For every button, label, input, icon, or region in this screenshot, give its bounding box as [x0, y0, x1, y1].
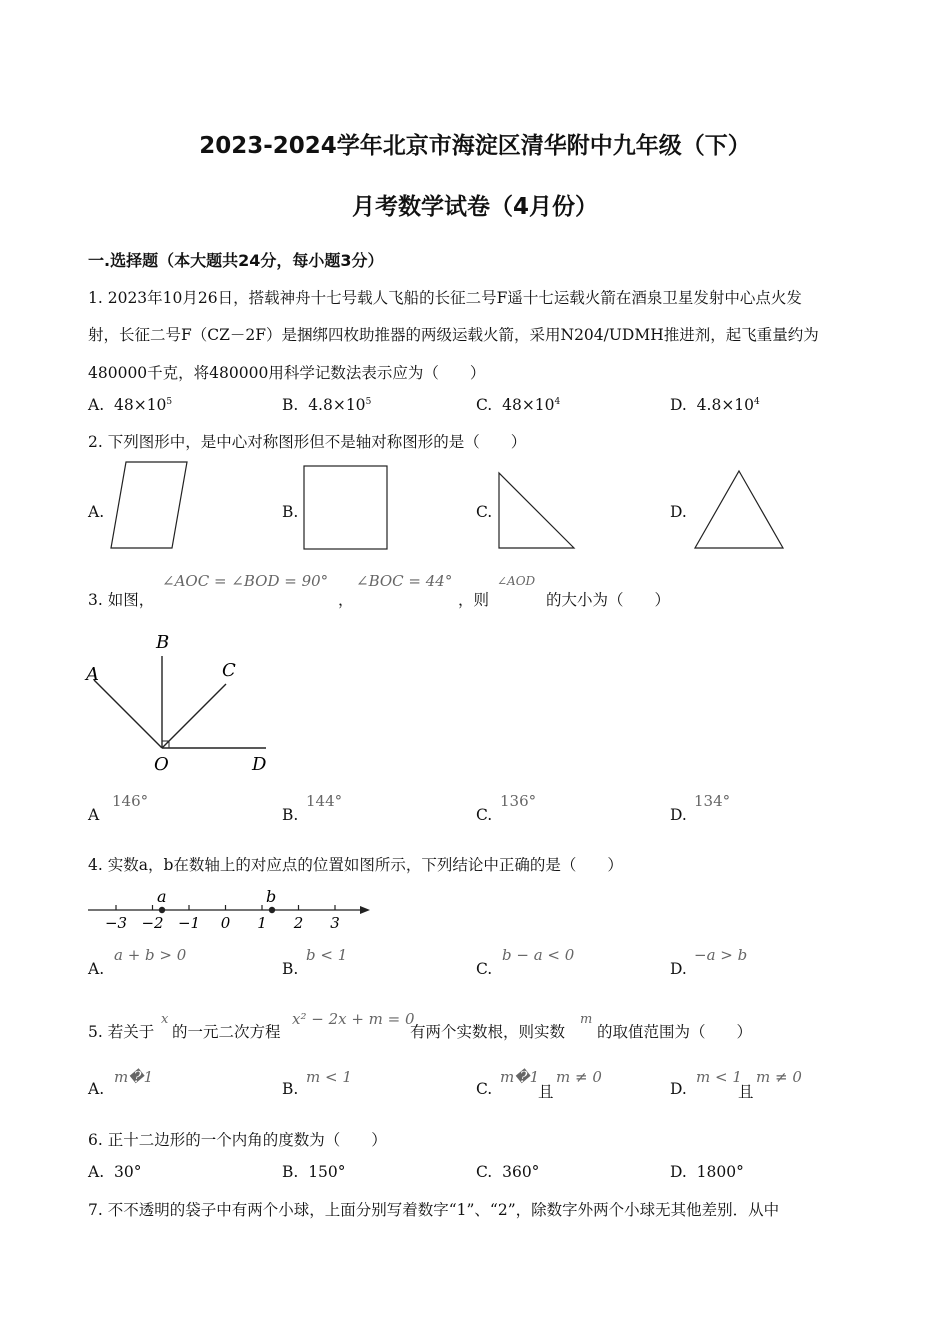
- q3-condition-2: ∠BOC = 44°: [356, 572, 453, 590]
- label-a: a: [157, 887, 167, 906]
- label-b: b: [266, 887, 277, 906]
- q5-option-a-label[interactable]: A.: [88, 1080, 105, 1098]
- q6-option-a[interactable]: A. 30°: [88, 1163, 142, 1181]
- point-b: [269, 907, 275, 913]
- q3-stem-suffix: 的大小为（ ）: [546, 591, 671, 609]
- q3-option-b-label[interactable]: B.: [282, 806, 299, 824]
- q5-option-d-label[interactable]: D.: [670, 1080, 687, 1098]
- q2-option-a[interactable]: A.: [88, 503, 105, 521]
- q3-condition-1: ∠AOC = ∠BOD = 90°: [162, 572, 329, 590]
- axis-tick-label: 0: [220, 914, 231, 932]
- q3-option-d-label[interactable]: D.: [670, 806, 687, 824]
- q5-var-x: x: [161, 1012, 169, 1027]
- axis-tick-label: 2: [293, 914, 304, 932]
- q4-option-c-value: b − a < 0: [502, 946, 575, 964]
- q5-option-c-label[interactable]: C.: [476, 1080, 493, 1098]
- q5-option-c-and: 且: [538, 1083, 554, 1101]
- axis-tick-label: −2: [141, 914, 164, 932]
- exam-title-line1: 2023-2024学年北京市海淀区清华附中九年级（下）: [199, 133, 751, 159]
- q5-option-d-and: 且: [738, 1083, 754, 1101]
- label-c: C: [222, 660, 236, 681]
- q4-option-b-label[interactable]: B.: [282, 960, 299, 978]
- q4-option-b-value: b < 1: [306, 946, 348, 964]
- q4-option-a-value: a + b > 0: [114, 946, 187, 964]
- q5-option-d-value: m < 1: [696, 1068, 742, 1086]
- q7-stem-line1: 7. 不不透明的袋子中有两个小球，上面分别写着数字“1”、“2”，除数字外两个小球无其他差别．从中: [88, 1201, 780, 1219]
- q5-stem-prefix: 5. 若关于: [88, 1023, 155, 1041]
- axis-tick-label: −3: [104, 914, 128, 932]
- q5-stem-mid2: 有两个实数根，则实数: [410, 1023, 566, 1041]
- q5-option-b-label[interactable]: B.: [282, 1080, 299, 1098]
- q6-stem: 6. 正十二边形的一个内角的度数为（ ）: [88, 1131, 387, 1149]
- q6-option-c[interactable]: C. 360°: [476, 1163, 540, 1181]
- q4-option-d-value: −a > b: [694, 946, 748, 964]
- q1-stem-line1: 1. 2023年10月26日，搭载神舟十七号载人飞船的长征二号F遥十七运载火箭在酒泉卫星发射中心点火发: [88, 289, 802, 307]
- q5-stem-suffix: 的取值范围为（ ）: [597, 1023, 753, 1041]
- q5-option-a-value: m�1: [114, 1068, 154, 1086]
- q5-option-c-value: m�1: [500, 1068, 540, 1086]
- section-heading: 一.选择题（本大题共24分，每小题3分）: [88, 251, 384, 270]
- q3-option-a-value: 146°: [112, 792, 149, 810]
- parallelogram-figure: [108, 460, 190, 552]
- q1-stem-line2: 射，长征二号F（CZ－2F）是捆绑四枚助推器的两级运载火箭，采用N204/UDMH推进剂，起飞重量约为: [88, 326, 819, 344]
- q5-equation: x² − 2x + m = 0: [292, 1010, 415, 1028]
- exam-title-line2: 月考数学试卷（4月份）: [351, 194, 598, 220]
- q2-option-c[interactable]: C.: [476, 503, 493, 521]
- q3-stem-prefix: 3. 如图，: [88, 591, 155, 609]
- q1-option-a[interactable]: A. $48\times 10^5$: [88, 396, 173, 414]
- axis-tick-label: −1: [177, 914, 201, 932]
- q1-option-c[interactable]: C. $48\times 10^4$: [476, 396, 561, 414]
- axis-tick-label: 3: [330, 914, 340, 932]
- q3-condition-3: ∠AOD: [497, 574, 536, 588]
- q2-stem: 2. 下列图形中，是中心对称图形但不是轴对称图形的是（ ）: [88, 433, 527, 451]
- right-triangle-figure: [496, 470, 578, 552]
- q6-option-d[interactable]: D. 1800°: [670, 1163, 744, 1181]
- q2-option-d[interactable]: D.: [670, 503, 687, 521]
- label-d: D: [252, 754, 267, 775]
- q5-option-d-extra: m ≠ 0: [756, 1068, 802, 1086]
- label-o: O: [154, 754, 169, 775]
- q5-var-m: m: [580, 1012, 593, 1027]
- q3-option-a-label[interactable]: A: [88, 806, 100, 824]
- point-a: [159, 907, 165, 913]
- axis-tick-label: 1: [257, 914, 267, 932]
- equilateral-triangle-figure: [692, 468, 786, 552]
- q5-option-b-value: m < 1: [306, 1068, 352, 1086]
- q4-option-d-label[interactable]: D.: [670, 960, 687, 978]
- q1-stem-line3: 480000千克，将480000用科学记数法表示应为（ ）: [88, 364, 486, 382]
- q3-comma-then: ，则: [458, 591, 490, 609]
- q1-option-b[interactable]: B. $4.8\times 10^5$: [282, 396, 372, 414]
- q3-option-b-value: 144°: [306, 792, 343, 810]
- q3-option-c-label[interactable]: C.: [476, 806, 493, 824]
- q3-comma-1: ，: [338, 591, 354, 609]
- q2-option-b[interactable]: B.: [282, 503, 299, 521]
- q3-option-d-value: 134°: [694, 792, 731, 810]
- q3-option-c-value: 136°: [500, 792, 537, 810]
- square-figure: [302, 464, 390, 552]
- q4-stem: 4. 实数a，b在数轴上的对应点的位置如图所示，下列结论中正确的是（ ）: [88, 856, 623, 874]
- label-b: B: [156, 632, 170, 653]
- number-line-figure: [84, 884, 384, 936]
- q1-option-d[interactable]: D. $4.8\times 10^4$: [670, 396, 760, 414]
- label-a: A: [86, 664, 99, 685]
- q4-option-a-label[interactable]: A.: [88, 960, 105, 978]
- q5-option-c-extra: m ≠ 0: [556, 1068, 602, 1086]
- q4-option-c-label[interactable]: C.: [476, 960, 493, 978]
- q5-stem-mid: 的一元二次方程: [172, 1023, 281, 1041]
- q6-option-b[interactable]: B. 150°: [282, 1163, 346, 1181]
- angle-figure: [84, 628, 284, 778]
